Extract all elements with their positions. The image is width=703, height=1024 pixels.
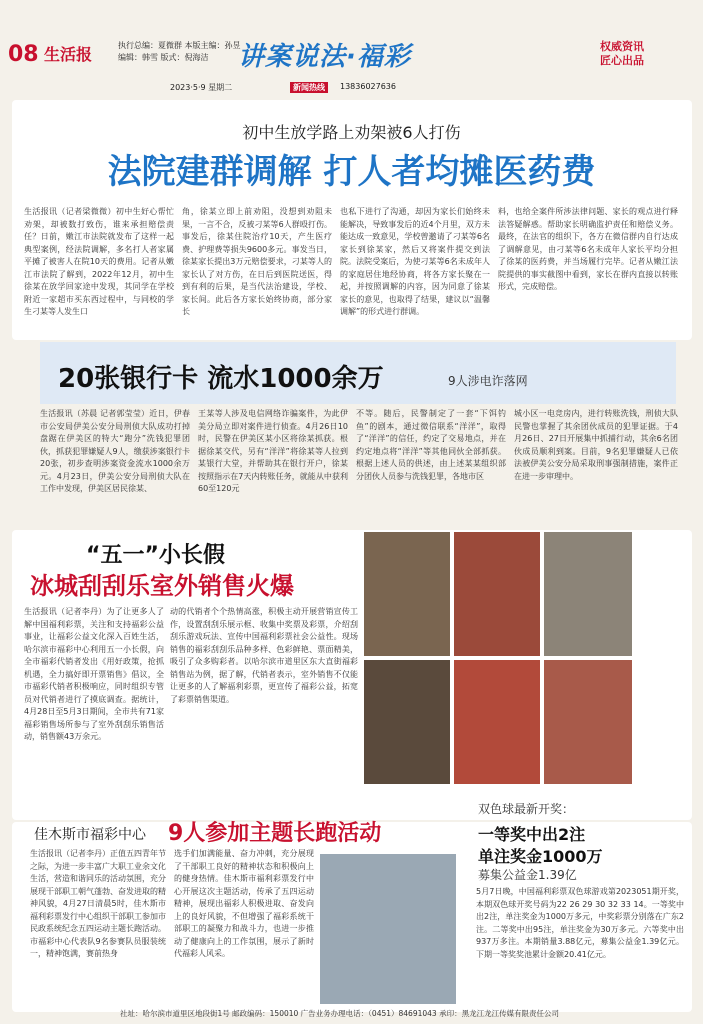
story2-col: 生活报讯（苏晨 记者郭莹莹）近日，伊春市公安局伊美公安分局刑侦大队成功打掉盘踞在伊美区的特大“跑分”洗钱犯罪团伙，抓获犯罪嫌疑人9人，缴获涉案银行卡20张，初步查明涉案资金流水1000余万元。4月23日，伊美公安分局刑侦大队在工作中发现，伊美区居民徐某、 [40, 409, 190, 493]
story2-subtitle: 9人涉电诈落网 [448, 374, 528, 388]
story3-title: 冰城刮刮乐室外销售火爆 [30, 572, 294, 600]
story1-col: 角，徐某立即上前劝阻，没想到劝阻未果，一言不合，反被刁某等6人群殴打伤。事发后，徐某住院治疗10天，产生医疗费、护理费等损失9600多元。事发当日，徐某家长提出3万元赔偿要求，刁某等人的家长认了对方伤，在日后到医院送医，得到有利的后果，是当代法治建设，学校、家长间。此后各方家长始终协商，部分家长 [182, 207, 332, 316]
story1-col: 生活报讯（记者梁微微）初中生好心帮忙劝架，却被数打致伤，谁来承担赔偿责任？日前，嫩江市法院就发布了这样一起典型案例，经法院调解，多名打人者家属平摊了被害人在院10天的费用。记者从嫩江市法院了解到，2022年12月，初中生徐某在放学回家途中发现，其同学在学校附近一家超市买东西过程中，与同校的学生刁某等人发生口 [24, 207, 174, 316]
lottery-body: 5月7日晚，中国福利彩票双色球游戏第2023051期开奖，本期双色球开奖号码为22 26 29 30 32 33 14。一等奖中出2注，单注奖金为1000万多元，中奖彩票分别落在广东2注。二等奖中出95注，单注奖金为30万多元。六等奖中出937万多注。本期销量3.88亿元，募集公益金1.39亿元。下期一等奖奖池累计金额20.41亿元。 [476, 887, 684, 959]
lottery-stand-photo [364, 532, 450, 656]
story1-col: 也私下进行了沟通，却因为家长们始终未能解决，导致事发后的近4个月里，双方未能达成一致意见，学校曾邀请了刁某等6名家长到徐某家，然后又将案件提交到法院。法院受案后，为使刁某等6名未成年人的家庭居住地经协商，将各方家长聚在一起，并按照调解的内容，因为同意了徐某家长的意见，也取得了结果，建议以“温馨调解”的形式进行群调。 [340, 207, 490, 316]
story3-col: 动的代销者个个热情高涨，积极主动开展营销宣传工作，设置刮刮乐展示框、收集中奖票及彩票，介绍刮刮乐游戏玩法、宣传中国福利彩票社会公益性。现场销售的福彩刮刮乐品种多样、色彩鲜艳、票面精美，吸引了众多购彩者。以哈尔滨市道里区东大直街福彩销售站为例，据了解，代销者表示，室外销售不仅能让更多的人了解福利彩票，更宣传了福彩公益，拓宽了彩票销售渠道。 [170, 607, 358, 704]
hotline-label: 新闻热线 [290, 82, 328, 93]
issue-date: 2023·5·9 星期二 [170, 83, 233, 92]
story2-col: 城小区一电竞房内，进行转账洗钱，刑侦大队民警也掌握了其余团伙成员的犯罪证据。于4月26日、27日开展集中抓捕行动，其余6名团伙成员顺利到案。目前，9名犯罪嫌疑人已依法被伊美公安分局采取刑事强制措施，案件正在进一步审理中。 [514, 409, 678, 481]
staff-line: 编辑：韩雪 版式：倪海洁 [118, 53, 209, 62]
lottery-headline-2: 单注奖金1000万 [478, 847, 603, 866]
page-footer: 社址：哈尔滨市道里区地段街1号 邮政编码：150010 广告业务办理电话：（0451）84691043 承印：黑龙江龙江传媒有限责任公司 [120, 1009, 560, 1018]
story1-col: 料，也给全案件所涉法律问题、家长的观点进行释法答疑解惑。帮助家长明确监护责任和赔偿义务。最终，在法官的组织下，各方在微信群内自行达成了调解意见，由刁某等6名未成年人家长平均分担了徐某的医药费，并当场履行完毕。记者从嫩江法院提供的事实截图中看到，家长在群内直接以转账形式，完成赔偿。 [498, 207, 678, 291]
lottery-storefront-photo [454, 532, 540, 656]
story4-col: 选手们加满能量、奋力冲刺，充分展现了干部职工良好的精神状态和积极向上的健身热情。佳木斯市福利彩票发行中心开展这次主题活动，传承了五四运动精神，展现出福彩人积极进取、奋发向上的良好风貌，不但增强了福彩系统干部职工的凝聚力和战斗力，也进一步推动了健康向上的工作氛围，展示了新时代福彩人风采。 [174, 849, 314, 958]
staff-line: 执行总编：夏微群 本版主编：孙昱 [118, 41, 241, 50]
story3-subtitle: “五一”小长假 [86, 543, 225, 568]
story4-org: 佳木斯市福彩中心 [34, 827, 146, 843]
slogan-line: 匠心出品 [600, 54, 644, 67]
masthead [0, 0, 703, 80]
slogan-line: 权威资讯 [600, 40, 644, 53]
section-title: 讲案说法·福彩 [238, 42, 411, 72]
street-vendors-photo [544, 532, 632, 656]
slogan [600, 40, 644, 68]
story4-title: 9人参加主题长跑活动 [168, 821, 382, 846]
story2-title: 20张银行卡 流水1000余万 [58, 364, 384, 394]
story3-col: 生活报讯（记者李丹）为了让更多人了解中国福利彩票，关注和支持福彩公益事业，让福彩公益文化深入百姓生活，哈尔滨市福彩中心利用五一小长假，向全市福彩代销者发出《用好政策，抢抓机遇，全力搞好即开票销售》倡议，全市福彩代销者积极响应，同时组织专管员对代销者进行了摸底调查。据统计，4月28日至5月3日期间，全市共有71家福彩销售场所参与了室外刮刮乐销售活动，销售额43万余元。 [24, 607, 164, 741]
page-number: 08 [8, 42, 39, 67]
crowd-photo [364, 660, 450, 784]
sales-booth-photo [454, 660, 540, 784]
lottery-header: 双色球最新开奖： [478, 802, 575, 816]
story1-subtitle: 初中生放学路上劝架被6人打伤 [242, 123, 461, 142]
display-table-photo [544, 660, 632, 784]
hotline-number: 13836027636 [340, 82, 396, 91]
marathon-photo [320, 854, 456, 1004]
story2-col: 王某等人涉及电信网络诈骗案件，为此伊美分局立即对案件进行侦查。4月26日10时，民警在伊美区某小区将徐某抓获。根据徐某交代，另有“洋洋”将徐某等人拉到某银行大堂，并帮助其在银行开户，徐某按照指示在7天内转账任务，就能从中获利60至120元 [198, 409, 348, 493]
staff-credits [118, 40, 241, 64]
lottery-headline-1: 一等奖中出2注 [478, 825, 586, 844]
story2-col: 不等。随后，民警制定了一套“下饵钓鱼”的剧本，通过微信联系“洋洋”，取得了“洋洋”的信任，约定了交易地点，并在约定地点将“洋洋”等其他同伙全部抓获。根据上述人员的供述，由上述某某组织部分团伙人员参与洗钱犯罪，各地市区 [356, 409, 506, 481]
newspaper-logo: 生活报 [44, 45, 93, 64]
lottery-headline-3: 募集公益金1.39亿 [478, 868, 577, 882]
story1-title: 法院建群调解 打人者均摊医药费 [107, 152, 596, 192]
date-bar [110, 82, 590, 94]
story4-col: 生活报讯（记者李丹）正值五四青年节之际，为进一步丰富广大职工业余文化生活，营造和谐同乐的活动氛围，充分展现干部职工朝气蓬勃、奋发进取的精神风貌，4月27日清晨5时，佳木斯市福利彩票发行中心组织干部职工参加市民政系统纪念五四运动主题长跑活动。市福彩中心代表队9名参赛队员服装统一，精神饱满，赛前热身 [30, 849, 166, 958]
